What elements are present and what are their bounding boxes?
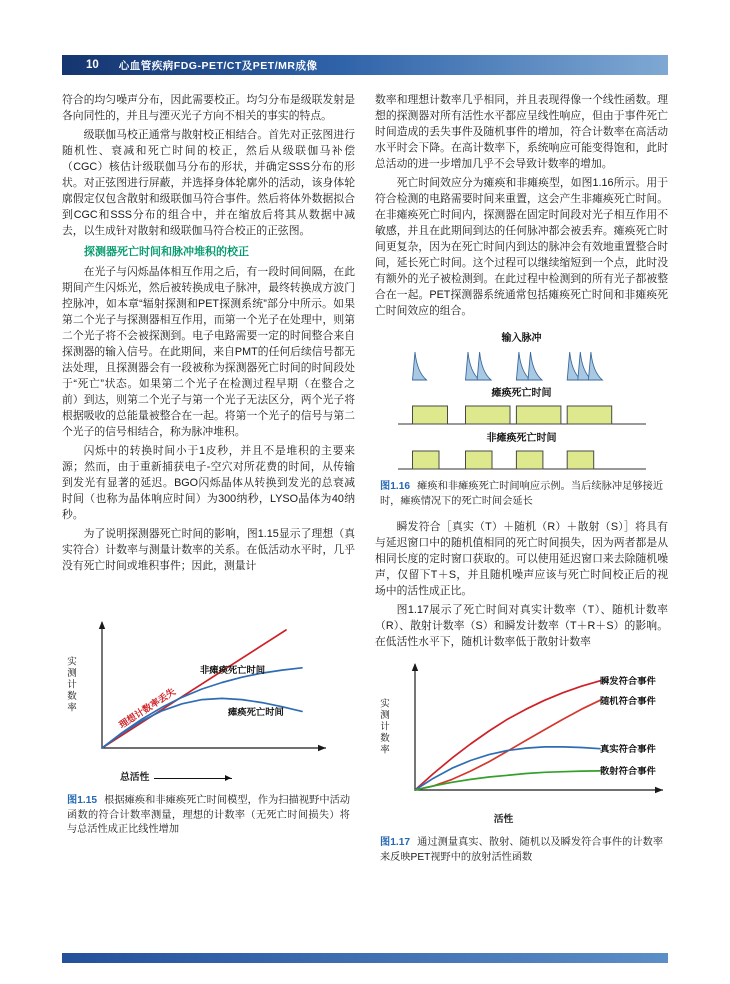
figure-caption-text: 通过测量真实、散射、随机以及瞬发符合事件的计数率来反映PET视野中的放射活性函数: [380, 837, 664, 863]
left-column: [62, 92, 355, 970]
randoms-label: 随机符合事件: [600, 696, 656, 707]
nonparalyzable-label: 非瘫痪死亡时间: [200, 665, 266, 675]
section-heading: 探测器死亡时间和脉冲堆积的校正: [84, 246, 249, 258]
count-rate-plot: [78, 618, 330, 768]
paralyzable-deadtime-row: [396, 403, 648, 427]
y-axis-label: 实测计数率: [65, 656, 76, 714]
figure-1-15: [62, 618, 355, 838]
paragraph: 级联伽马校正通常与散射校正相结合。首先对正弦图进行随机性、衰减和死亡时间的校正，然后从级联伽马补偿（CGC）核估计级联伽马分布的形状，并确定SSS分布的形状。对正弦图进行屏蔽，并选择身体轮廓外的活动，该身体轮廓假定仅包含散射和级联伽马符合事件。然后将体外数据拟合到CGC和SSS分布的组合中，并在缩放后将其从数据中减去，以生成针对散射和级联伽马符合校正的正弦图。: [62, 129, 355, 237]
figure-caption-text: 根据瘫痪和非瘫痪死亡时间模型，作为扫描视野中活动函数的符合计数率测量，理想的计数率（无死亡时间损失）将与总活性成正比线性增加: [67, 795, 351, 836]
page-header: [62, 55, 668, 75]
figure-1-17-chart: [375, 660, 668, 828]
figure-number: 图1.15: [67, 795, 98, 806]
figure-caption: [67, 794, 350, 838]
nonparalyzable-deadtime-label: 非瘫痪死亡时间: [486, 433, 557, 444]
input-pulses-row: [396, 348, 648, 382]
figure-caption: [380, 480, 663, 509]
x-axis-label: 活性: [493, 814, 514, 826]
figure-1-16: [375, 331, 668, 509]
scatter-label: 散射符合事件: [600, 766, 656, 777]
paragraph: 符合的均匀噪声分布，因此需要校正。均匀分布是级联发射是各向同性的，并且与湮灭光子方向不相关的事实的特点。: [62, 94, 355, 122]
paragraph: 数率和理想计数率几乎相同，并且表现得像一个线性函数。理想的探测器对所有活性水平都应呈线性响应，但由于事件死亡时间造成的丢失事件及随机事件的增加，符合计数率在高活动水平时会下降。在高计数率下，系统响应可能变得饱和，此时总活动的进一步增加几乎不会导致计数率的增加。: [375, 94, 668, 170]
paralyzable-label: 瘫痪死亡时间: [228, 707, 284, 717]
x-axis-label: [120, 770, 355, 786]
running-title: 心血管疾病FDG-PET/CT及PET/MR成像: [118, 59, 318, 72]
figure-number: 图1.17: [380, 837, 411, 849]
nonparalyzable-deadtime-row: [396, 448, 648, 472]
paragraph: 为了说明探测器死亡时间的影响，图1.15显示了理想（真实符合）计数率与测量计数率的关系。在低活动水平时，几乎没有死亡时间或堆积事件；因此，测量计: [62, 528, 355, 572]
paralyzable-deadtime-label: 瘫痪死亡时间: [491, 388, 552, 399]
paragraph: 在光子与闪烁晶体相互作用之后，有一段时间间隔，在此期间产生闪烁光，然后被转换成电子脉冲，最终转换成方波门控脉冲，如本章“辐射探测和PET探测系统”部分中所示。如果第二个光子与探测器相互作用，而第一个光子在处理中，则第二个光子将不会被探测到。电子电路需要一定的时间整合来自探测器的输入信号。在此期间，来自PMT的任何后续信号都无法处理，且探测器会有一段被称为探测器死亡时间的时间段处于“死亡”状态。如果第二个光子在检测过程早期（在整合之前）到达，则第二个光子与第一个光子无法区分，两个光子将根据吸收的总能量被整合在一起。将第一个光子的信号与第二个光子的信号相结合，称为脉冲堆积。: [62, 266, 355, 438]
x-axis-label-text: 总活性: [120, 772, 150, 783]
footer-bar: [62, 953, 668, 963]
right-column: [375, 92, 668, 970]
page-number: 10: [86, 59, 99, 71]
figure-caption: [380, 836, 663, 865]
figure-caption-text: 瘫痪和非瘫痪死亡时间响应示例。当后续脉冲足够接近时，瘫痪情况下的死亡时间会延长: [380, 481, 664, 507]
prompts-label: 瞬发符合事件: [600, 676, 656, 687]
y-axis-label: 实测计数率: [378, 698, 389, 756]
input-pulses-label: 输入脉冲: [501, 333, 542, 344]
figure-1-17: [375, 660, 668, 865]
right-arrow-icon: [154, 778, 232, 779]
paragraph: 图1.17展示了死亡时间对真实计数率（T）、随机计数率（R）、散射计数率（S）和瞬发计数率（T＋R＋S）的影响。在低活性水平下，随机计数率低于散射计数率: [375, 604, 668, 649]
ideal-count-rate-label: 理想计数率丢失: [117, 686, 178, 731]
paragraph: 闪烁中的转换时间小于1皮秒，并且不是堆积的主要来源；然而，由于重新捕获电子-空穴对所花费的时间，从传输到发光有显著的延迟。BGO闪烁晶体从转换到发光的总衰减时间（也称为晶体响应时间）为300纳秒，LYSO晶体为40纳秒。: [62, 445, 355, 521]
figure-number: 图1.16: [380, 481, 411, 492]
figure-1-15-chart: [62, 618, 355, 786]
trues-label: 真实符合事件: [600, 744, 656, 755]
figure-1-16-diagram: [396, 331, 648, 472]
paragraph: 死亡时间效应分为瘫痪和非瘫痪型，如图1.16所示。用于符合检测的电路需要时间来重置，这会产生非瘫痪死亡时间。在非瘫痪死亡时间内，探测器在固定时间段对光子相互作用不敏感，并且在此期间到达的任何脉冲都会被丢弃。瘫痪死亡时间更复杂，因为在死亡时间内到达的脉冲会有效地重置整合时间，延长死亡时间。这个过程可以继续缩短到一个点，此时没有额外的光子被检测到。在此过程中检测到的所有光子都被整合在一起。PET探测器系统通常包括瘫痪死亡时间和非瘫痪死亡时间效应的组合。: [375, 177, 668, 317]
paragraph: 瞬发符合［真实（T）＋随机（R）＋散射（S）］将具有与延迟窗口中的随机值相同的死亡时间损失，因为两者都是从相同长度的定时窗口获取的。可以使用延迟窗口来去除随机噪声，仅留下T＋S，并且随机噪声应该与死亡时间校正后的视场中的活性成正比。: [375, 521, 668, 598]
